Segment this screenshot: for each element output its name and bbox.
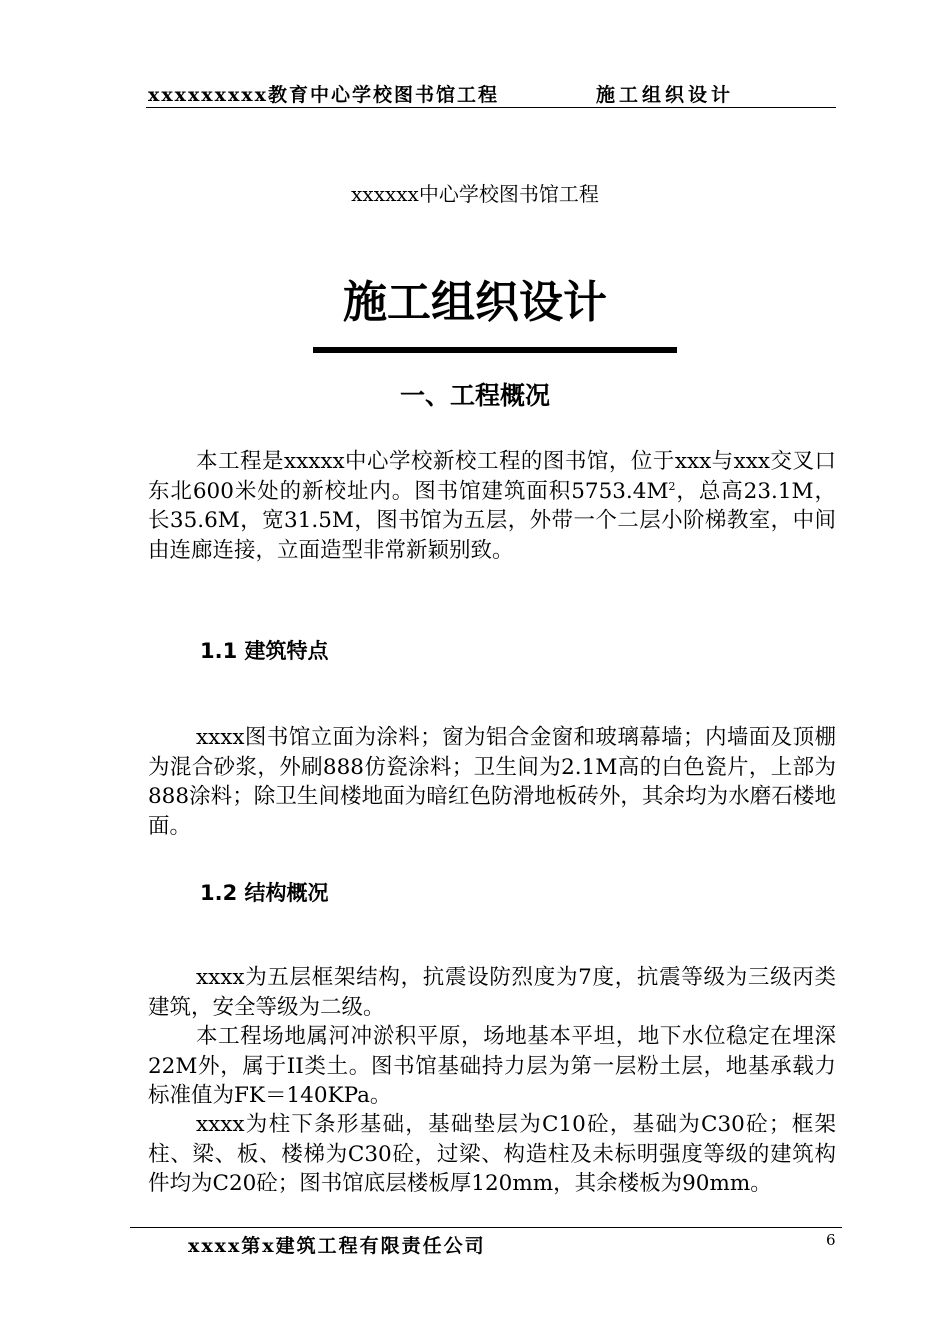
overview-paragraph [148, 447, 836, 565]
structure-paragraph-1: xxxx为五层框架结构，抗震设防烈度为7度，抗震等级为三级丙类建筑，安全等级为二级。 [148, 965, 836, 1020]
structure-paragraph-2: 本工程场地属河冲淤积平原，场地基本平坦，地下水位稳定在埋深22M外，属于II类土。图书馆基础持力层为第一层粉土层，地基承载力标准值为FK＝140KPa。 [148, 1024, 836, 1108]
overview-text-part1: 本工程是xxxxx中心学校新校工程的图书馆，位于xxx与xxx交叉口东北600米处的新校址内。图书馆建筑面积5753.4M [148, 449, 836, 504]
header-project-name: xxxxxxxxx教育中心学校图书馆工程 [148, 84, 499, 106]
overview-text-part2: ，总高23.1M，长35.6M，宽31.5M，图书馆为五层，外带一个二层小阶梯教室，中间由连廊连接，立面造型非常新颖别致。 [148, 478, 836, 563]
architecture-paragraph: xxxx图书馆立面为涂料；窗为铝合金窗和玻璃幕墙；内墙面及顶棚为混合砂浆，外刷888仿瓷涂料；卫生间为2.1M高的白色瓷片，上部为888涂料；除卫生间楼地面为暗红色防滑地板砖外，其余均为水磨石楼地面。 [148, 725, 836, 839]
subsection-heading-structure: 1.2 结构概况 [200, 881, 329, 905]
footer-company-name: xxxx第x建筑工程有限责任公司 [188, 1235, 486, 1257]
title-underline [313, 347, 677, 353]
section-heading: 一、工程概况 [399, 381, 550, 410]
superscript-2: 2 [668, 479, 676, 493]
document-subtitle: xxxxxx中心学校图书馆工程 [351, 182, 599, 206]
subsection-heading-architecture: 1.1 建筑特点 [200, 639, 329, 663]
document-title: 施工组织设计 [343, 277, 607, 328]
header-document-title: 施工组织设计 [596, 84, 735, 106]
header-rule [146, 107, 836, 108]
page-number: 6 [826, 1231, 836, 1249]
structure-paragraph-3: xxxx为柱下条形基础，基础垫层为C10砼，基础为C30砼；框架柱、梁、板、楼梯为C30砼，过梁、构造柱及未标明强度等级的建筑构件均为C20砼；图书馆底层楼板厚120mm，其余楼板为90mm。 [148, 1112, 836, 1196]
footer-rule [130, 1227, 842, 1228]
